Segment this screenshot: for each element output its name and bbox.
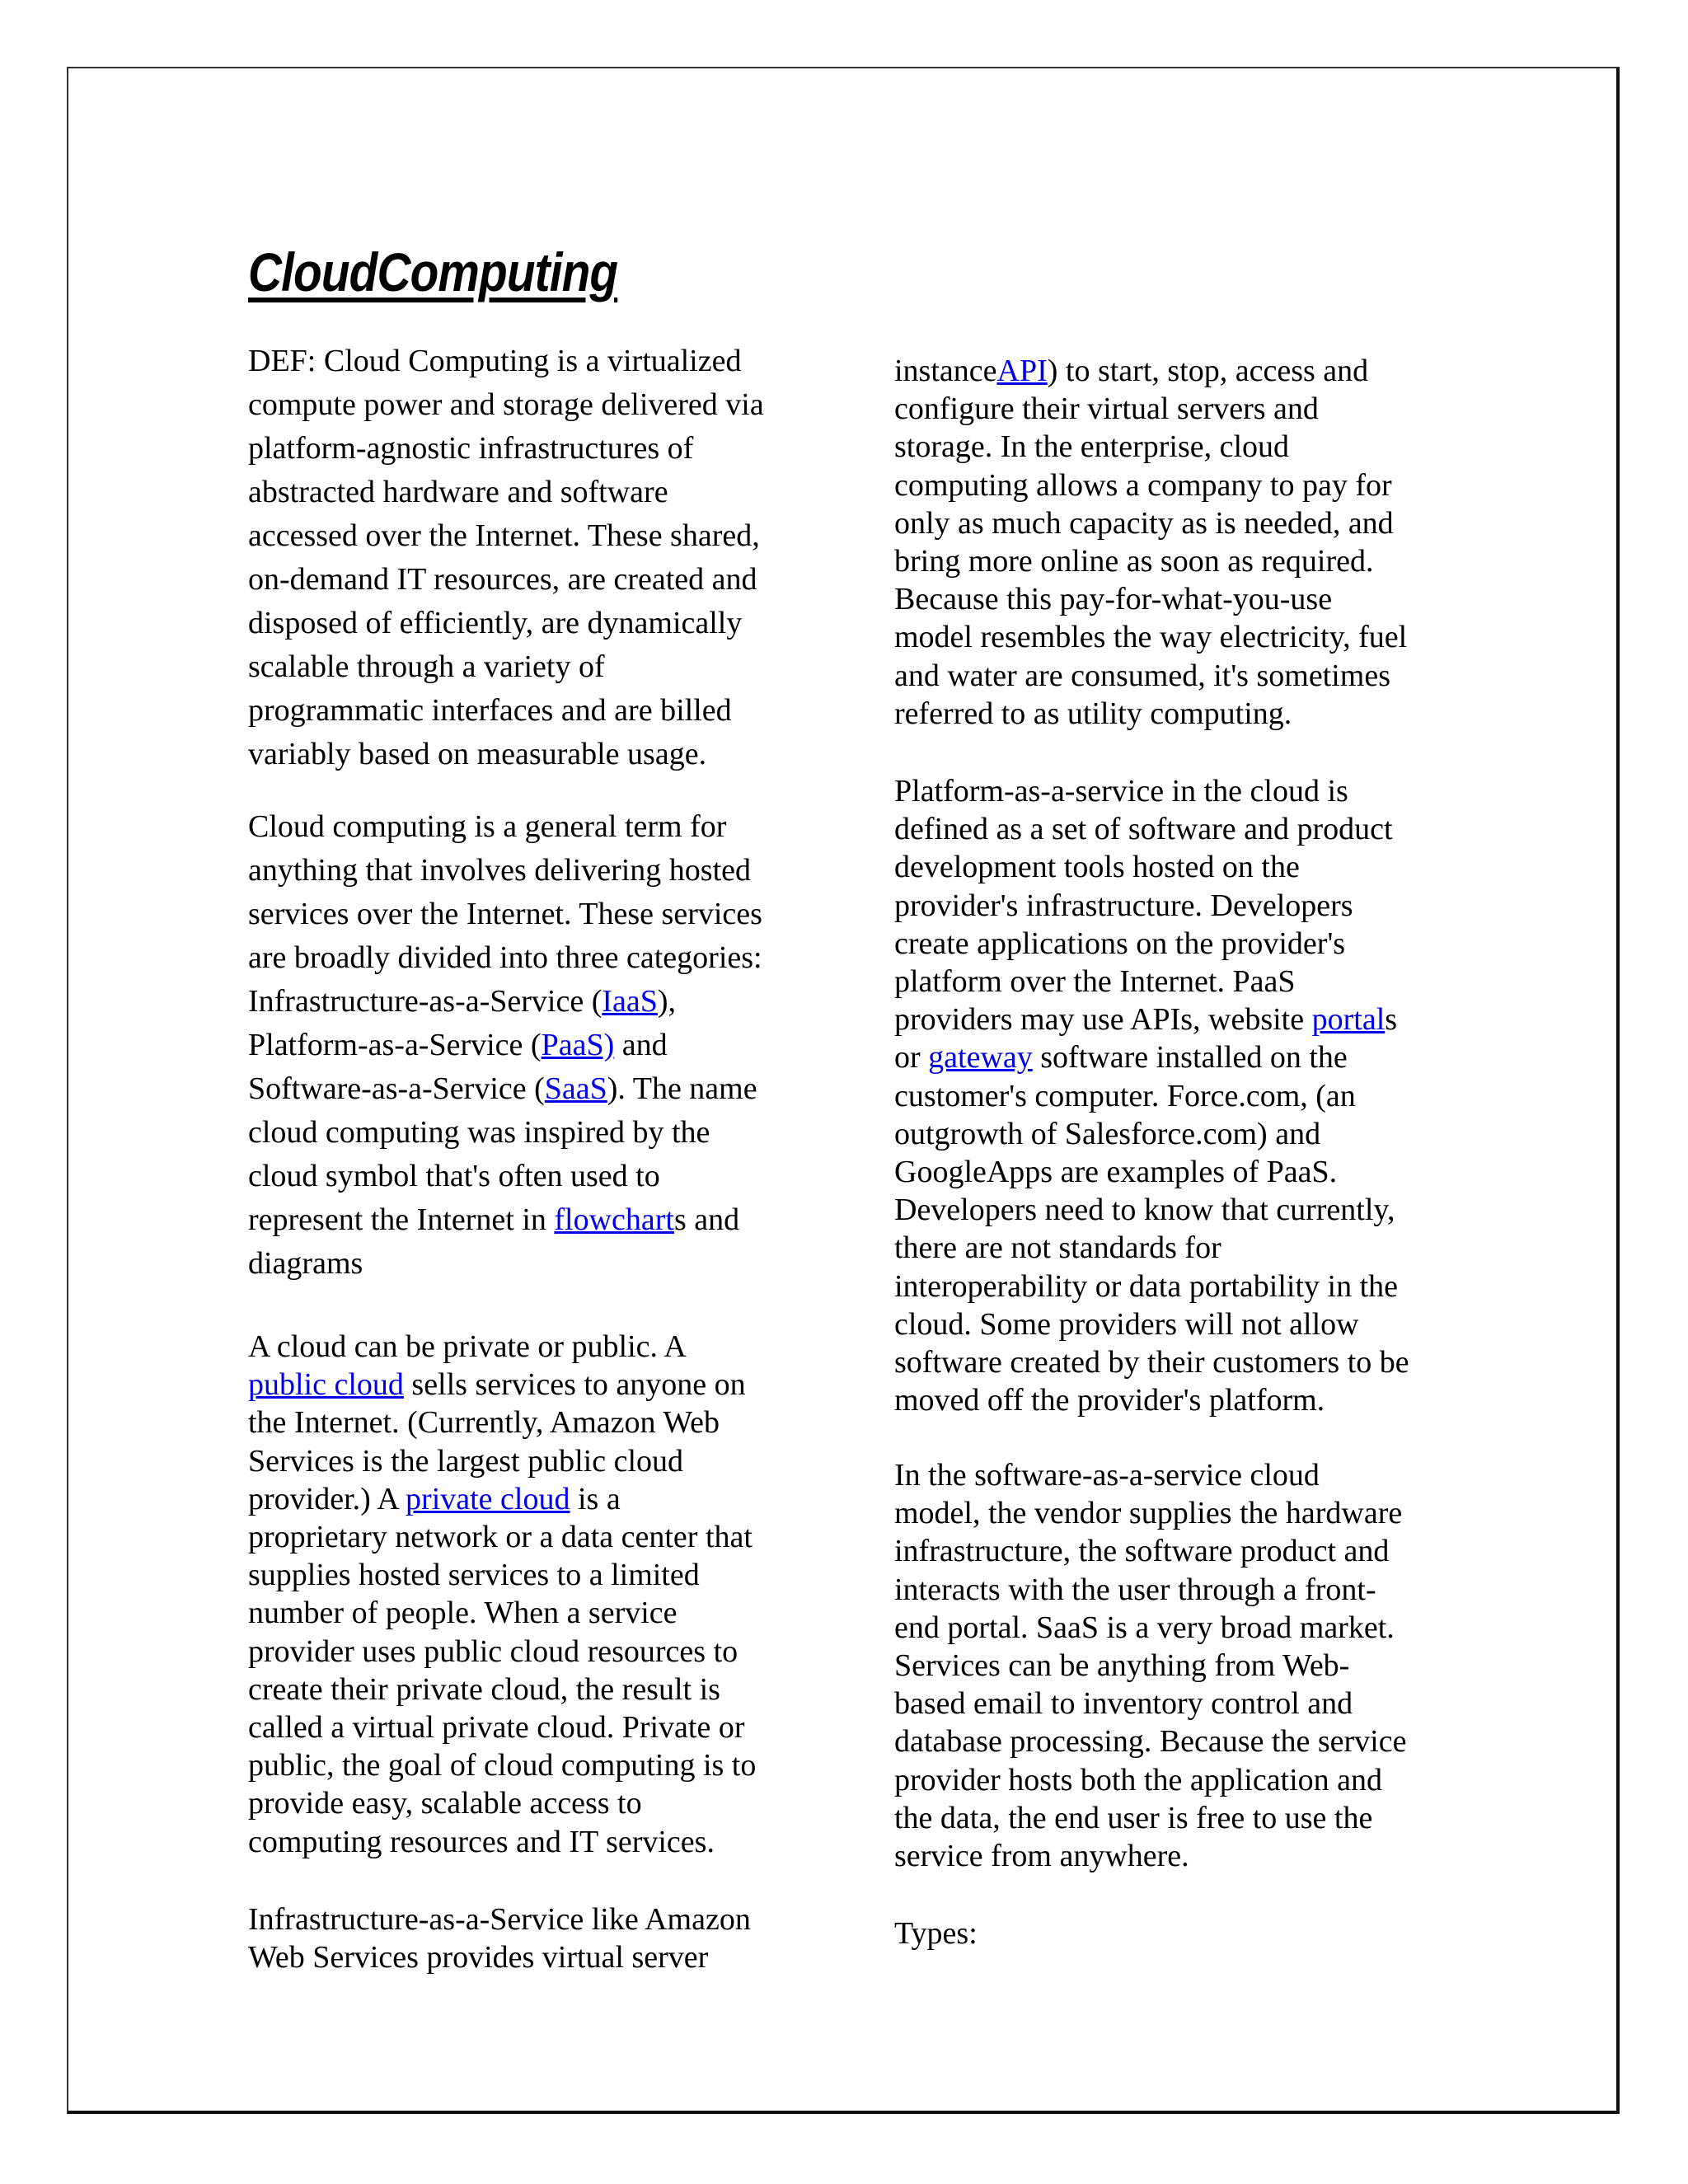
text-line <box>894 695 1407 733</box>
text-segment: software created by their customers to be <box>894 1345 1409 1380</box>
text-line <box>894 848 1409 886</box>
text-segment: instance <box>894 354 997 388</box>
text-segment: storage. In the enterprise, cloud <box>894 429 1290 465</box>
text-segment: A cloud can be private or public. A <box>248 1329 687 1364</box>
text-line <box>248 645 764 689</box>
text-segment: s <box>1385 1002 1398 1038</box>
text-segment: or <box>894 1040 929 1076</box>
text-line <box>248 733 764 776</box>
text-segment: anything that involves delivering hosted <box>248 853 752 888</box>
text-segment: compute power and storage delivered via <box>248 387 764 422</box>
text-line <box>894 810 1409 848</box>
text-line <box>894 428 1407 466</box>
text-segment: and water are consumed, it's sometimes <box>894 658 1391 693</box>
text-line <box>248 1024 762 1067</box>
hyperlink[interactable]: public cloud <box>248 1367 404 1403</box>
text-line <box>248 602 764 645</box>
text-segment: GoogleApps are examples of PaaS. <box>894 1155 1338 1190</box>
text-line <box>248 1442 756 1480</box>
text-segment: Types: <box>894 1916 978 1951</box>
text-segment: is a <box>570 1481 621 1516</box>
text-line <box>248 1366 756 1404</box>
hyperlink[interactable]: gateway <box>928 1040 1033 1076</box>
text-line <box>894 1115 1409 1153</box>
text-segment: abstracted hardware and software <box>248 475 668 509</box>
text-line <box>248 1938 751 1976</box>
text-segment: configure their virtual servers and <box>894 391 1319 427</box>
text-segment: diagrams <box>248 1246 363 1281</box>
text-segment: ). The name <box>607 1071 757 1106</box>
text-segment: Services is the largest public cloud <box>248 1443 684 1479</box>
text-line <box>248 1556 756 1594</box>
paragraph-types <box>894 1915 978 1952</box>
text-line <box>248 1671 756 1708</box>
text-segment: DEF: Cloud Computing is a virtualized <box>248 344 742 378</box>
text-segment: provider uses public cloud resources to <box>248 1633 738 1669</box>
text-segment: interoperability or data portability in the <box>894 1268 1398 1304</box>
paragraph-private-public <box>248 1328 756 1861</box>
text-line <box>894 390 1407 428</box>
text-segment: bring more online as soon as required. <box>894 544 1374 579</box>
text-line <box>248 936 762 980</box>
text-line <box>248 1404 756 1441</box>
text-line <box>894 1837 1406 1875</box>
text-segment: s and <box>674 1202 740 1237</box>
text-segment: accessed over the Internet. These shared, <box>248 518 760 553</box>
text-line <box>248 1784 756 1822</box>
text-segment: service from anywhere. <box>894 1839 1189 1874</box>
hyperlink[interactable]: portal <box>1311 1002 1386 1038</box>
paragraph-iaas-continued <box>894 352 1407 733</box>
text-line <box>248 1633 756 1671</box>
text-line <box>894 1229 1409 1267</box>
text-line <box>894 1915 978 1952</box>
text-segment: provider hosts both the application and <box>894 1762 1383 1797</box>
paragraph-general-term <box>248 805 762 1286</box>
text-line <box>894 1456 1406 1494</box>
text-segment: create applications on the provider's <box>894 926 1346 961</box>
text-line <box>248 471 764 514</box>
text-segment: computing resources and IT services. <box>248 1824 715 1859</box>
text-segment: disposed of efficiently, are dynamically <box>248 606 743 640</box>
hyperlink[interactable]: IaaS <box>602 984 658 1019</box>
text-segment: platform over the Internet. PaaS <box>894 964 1296 1000</box>
text-line <box>894 1038 1409 1076</box>
text-segment: provide easy, scalable access to <box>248 1786 642 1821</box>
text-line <box>894 1153 1409 1191</box>
paragraph-saas <box>894 1456 1406 1875</box>
text-line <box>894 963 1409 1001</box>
text-line <box>248 1823 756 1861</box>
text-line <box>248 1111 762 1155</box>
text-line <box>248 558 764 602</box>
text-line <box>894 1381 1409 1419</box>
paragraph-iaas <box>248 1900 751 1976</box>
text-segment: platform-agnostic infrastructures of <box>248 431 694 466</box>
text-segment: sells services to anyone on <box>403 1367 746 1403</box>
text-segment: the data, the end user is free to use the <box>894 1800 1373 1835</box>
text-line <box>894 925 1409 963</box>
text-line <box>248 1067 762 1111</box>
text-segment: model resembles the way electricity, fuel <box>894 620 1408 655</box>
text-segment: cloud computing was inspired by the <box>248 1115 710 1150</box>
text-segment: variably based on measurable usage. <box>248 737 707 771</box>
text-segment: cloud symbol that's often used to <box>248 1159 660 1193</box>
paragraph-definition <box>248 340 764 776</box>
text-segment: provider.) A <box>248 1481 406 1516</box>
text-line <box>894 1191 1409 1229</box>
text-segment: Services can be anything from Web- <box>894 1648 1350 1684</box>
text-segment: Web Services provides virtual server <box>248 1940 709 1975</box>
text-segment: providers may use APIs, website <box>894 1002 1312 1038</box>
text-line <box>894 1761 1406 1799</box>
text-line <box>248 805 762 849</box>
text-segment: computing allows a company to pay for <box>894 467 1392 503</box>
text-line <box>894 1647 1406 1685</box>
text-line <box>894 1609 1406 1647</box>
text-segment: the Internet. (Currently, Amazon Web <box>248 1405 720 1441</box>
text-line <box>248 1594 756 1632</box>
text-segment: infrastructure, the software product and <box>894 1534 1390 1569</box>
text-segment: software installed on the <box>1032 1040 1348 1076</box>
text-segment: proprietary network or a data center that <box>248 1520 753 1555</box>
text-segment: programmatic interfaces and are billed <box>248 693 732 728</box>
text-segment: development tools hosted on the <box>894 850 1300 885</box>
hyperlink[interactable]: API <box>996 354 1048 388</box>
text-segment: ), <box>657 984 677 1019</box>
text-segment: end portal. SaaS is a very broad market. <box>894 1610 1395 1645</box>
text-line <box>248 980 762 1024</box>
text-line <box>248 427 764 471</box>
text-line <box>248 893 762 936</box>
hyperlink[interactable]: SaaS <box>544 1071 607 1106</box>
text-line <box>894 887 1409 925</box>
text-segment: Infrastructure-as-a-Service like Amazon <box>248 1902 751 1937</box>
text-segment: referred to as utility computing. <box>894 696 1292 731</box>
text-segment: cloud. Some providers will not allow <box>894 1306 1359 1342</box>
text-line <box>894 1685 1406 1722</box>
text-line <box>248 514 764 558</box>
text-line <box>894 1305 1409 1343</box>
text-line <box>894 1722 1406 1760</box>
text-segment: represent the Internet in <box>248 1202 555 1237</box>
text-segment: Platform-as-a-Service ( <box>248 1028 542 1062</box>
text-line <box>248 383 764 427</box>
text-line <box>248 1480 756 1518</box>
text-line <box>248 849 762 893</box>
text-line <box>894 1268 1409 1305</box>
hyperlink[interactable]: PaaS) <box>541 1028 615 1062</box>
text-segment: and <box>614 1028 668 1062</box>
text-line <box>894 1001 1409 1038</box>
text-segment: number of people. When a service <box>248 1596 678 1631</box>
text-segment: Software-as-a-Service ( <box>248 1071 545 1106</box>
text-line <box>894 466 1407 504</box>
text-line <box>248 340 764 383</box>
page-title: CloudComputing <box>248 241 618 302</box>
text-segment: Cloud computing is a general term for <box>248 809 727 844</box>
text-segment: Developers need to know that currently, <box>894 1193 1395 1228</box>
text-segment: Platform-as-a-service in the cloud is <box>894 774 1348 808</box>
text-line <box>248 1198 762 1242</box>
text-segment: services over the Internet. These services <box>248 897 762 931</box>
text-line <box>248 689 764 733</box>
text-segment: customer's computer. Force.com, (an <box>894 1078 1356 1113</box>
text-segment: model, the vendor supplies the hardware <box>894 1496 1403 1531</box>
text-line <box>248 1708 756 1746</box>
paragraph-paas <box>894 772 1409 1419</box>
text-line <box>248 1328 756 1366</box>
text-segment: based email to inventory control and <box>894 1686 1353 1722</box>
text-line <box>248 1518 756 1556</box>
text-line <box>894 1532 1406 1570</box>
text-segment: Because this pay-for-what-you-use <box>894 582 1333 617</box>
text-line <box>894 772 1409 810</box>
hyperlink[interactable]: flowchart <box>554 1202 674 1237</box>
text-segment: called a virtual private cloud. Private or <box>248 1710 745 1746</box>
text-line <box>894 1343 1409 1381</box>
text-line <box>894 352 1407 390</box>
text-segment: ) to start, stop, access and <box>1047 354 1369 388</box>
text-segment: provider's infrastructure. Developers <box>894 888 1353 923</box>
text-segment: on-demand IT resources, are created and <box>248 562 757 597</box>
text-segment: public, the goal of cloud computing is to <box>248 1748 757 1783</box>
text-line <box>248 1746 756 1784</box>
text-segment: defined as a set of software and product <box>894 812 1393 847</box>
text-segment: outgrowth of Salesforce.com) and <box>894 1116 1321 1151</box>
text-segment: scalable through a variety of <box>248 649 605 684</box>
text-line <box>894 618 1407 656</box>
text-line <box>894 580 1407 618</box>
text-line <box>248 1900 751 1938</box>
text-segment: In the software-as-a-service cloud <box>894 1458 1320 1493</box>
text-segment: moved off the provider's platform. <box>894 1383 1325 1418</box>
text-segment: supplies hosted services to a limited <box>248 1558 700 1593</box>
text-segment: database processing. Because the service <box>894 1724 1407 1760</box>
text-segment: only as much capacity as is needed, and <box>894 505 1394 541</box>
text-line <box>248 1242 762 1286</box>
text-line <box>894 1494 1406 1532</box>
text-line <box>894 542 1407 580</box>
hyperlink[interactable]: private cloud <box>406 1481 570 1516</box>
text-segment: create their private cloud, the result is <box>248 1671 720 1707</box>
text-line <box>894 657 1407 695</box>
text-line <box>894 1799 1406 1837</box>
text-segment: are broadly divided into three categories: <box>248 940 762 975</box>
text-line <box>894 1571 1406 1609</box>
text-segment: there are not standards for <box>894 1230 1221 1266</box>
text-segment: Infrastructure-as-a-Service ( <box>248 984 603 1019</box>
text-line <box>248 1155 762 1198</box>
text-line <box>894 1077 1409 1115</box>
text-line <box>894 504 1407 542</box>
text-segment: interacts with the user through a front- <box>894 1572 1376 1607</box>
